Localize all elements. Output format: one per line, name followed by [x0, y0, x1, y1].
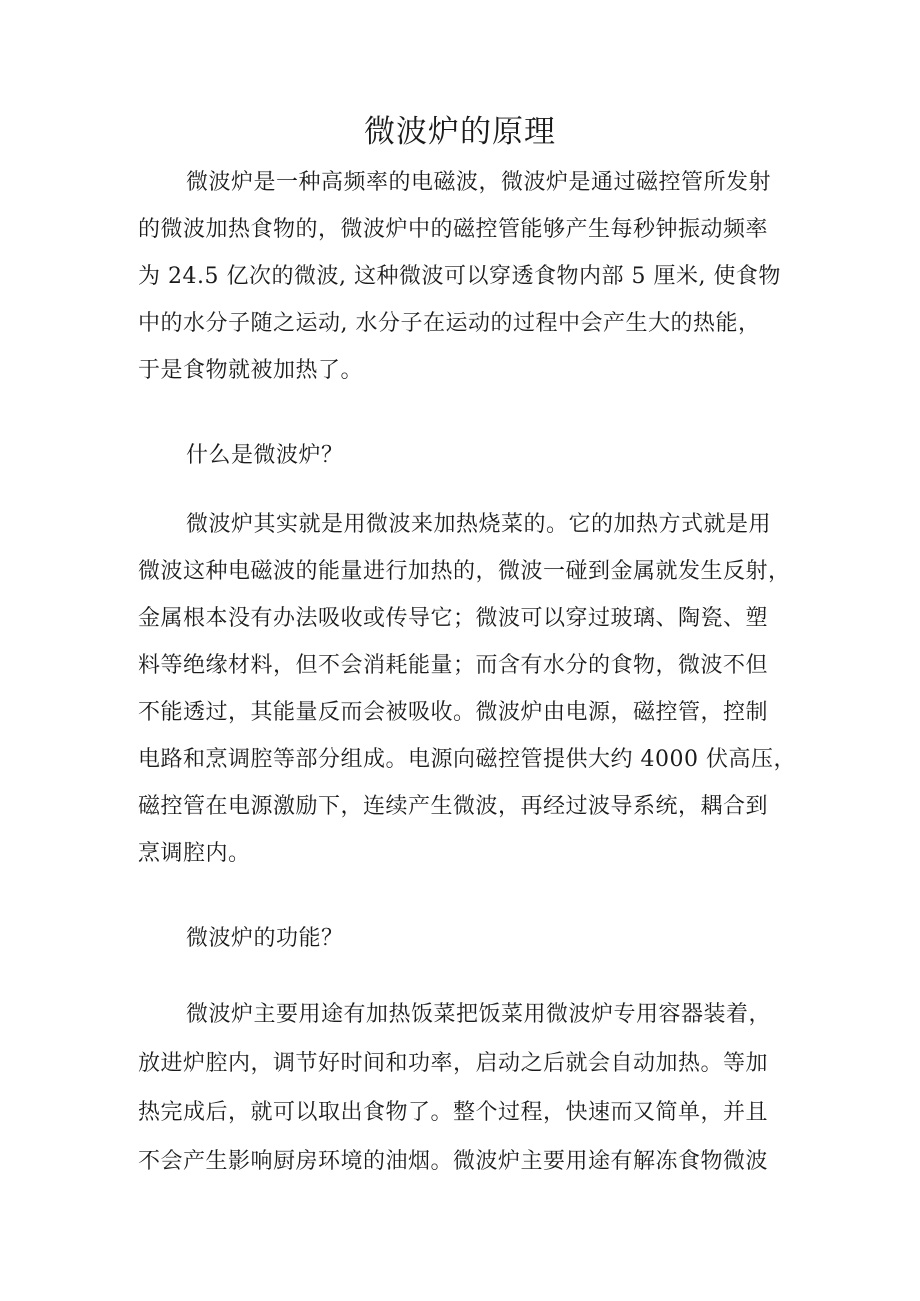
paragraph-2-line-5: 不能透过，其能量反而会被吸收。微波炉由电源，磁控管，控制 — [138, 700, 769, 725]
paragraph-3-line-3: 热完成后，就可以取出食物了。整个过程，快速而又简单，并且 — [138, 1100, 769, 1125]
section-heading-functions: 微波炉的功能？ — [186, 926, 344, 951]
document-title: 微波炉的原理 — [364, 114, 556, 150]
paragraph-3-line-1: 微波炉主要用途有加热饭菜把饭菜用微波炉专用容器装着， — [186, 1002, 772, 1027]
paragraph-3-line-2: 放进炉腔内，调节好时间和功率，启动之后就会自动加热。等加 — [138, 1051, 769, 1076]
paragraph-2-line-3: 金属根本没有办法吸收或传导它；微波可以穿过玻璃、陶瓷、塑 — [138, 606, 769, 631]
paragraph-1-line-2: 的微波加热食物的，微波炉中的磁控管能够产生每秒钟振动频率 — [138, 217, 769, 242]
paragraph-2-line-4: 料等绝缘材料，但不会消耗能量；而含有水分的食物，微波不但 — [138, 653, 769, 678]
paragraph-3-line-4: 不会产生影响厨房环境的油烟。微波炉主要用途有解冻食物微波 — [138, 1149, 769, 1174]
paragraph-2-line-2: 微波这种电磁波的能量进行加热的，微波一碰到金属就发生反射， — [138, 559, 791, 584]
paragraph-2-line-6: 电路和烹调腔等部分组成。电源向磁控管提供大约 4000 伏高压， — [138, 747, 796, 772]
paragraph-2-line-1: 微波炉其实就是用微波来加热烧菜的。它的加热方式就是用 — [186, 512, 772, 537]
paragraph-1-line-4: 中的水分子随之运动, 水分子在运动的过程中会产生大的热能， — [138, 311, 761, 336]
section-heading-what-is: 什么是微波炉？ — [186, 443, 344, 468]
paragraph-1-line-3: 为 24.5 亿次的微波, 这种微波可以穿透食物内部 5 厘米, 使食物 — [138, 264, 781, 289]
paragraph-2-line-7: 磁控管在电源激励下，连续产生微波，再经过波导系统，耦合到 — [138, 794, 769, 819]
paragraph-2-line-8: 烹调腔内。 — [138, 841, 251, 866]
paragraph-1-line-5: 于是食物就被加热了。 — [138, 358, 364, 383]
paragraph-1-line-1: 微波炉是一种高频率的电磁波，微波炉是通过磁控管所发射 — [186, 170, 772, 195]
